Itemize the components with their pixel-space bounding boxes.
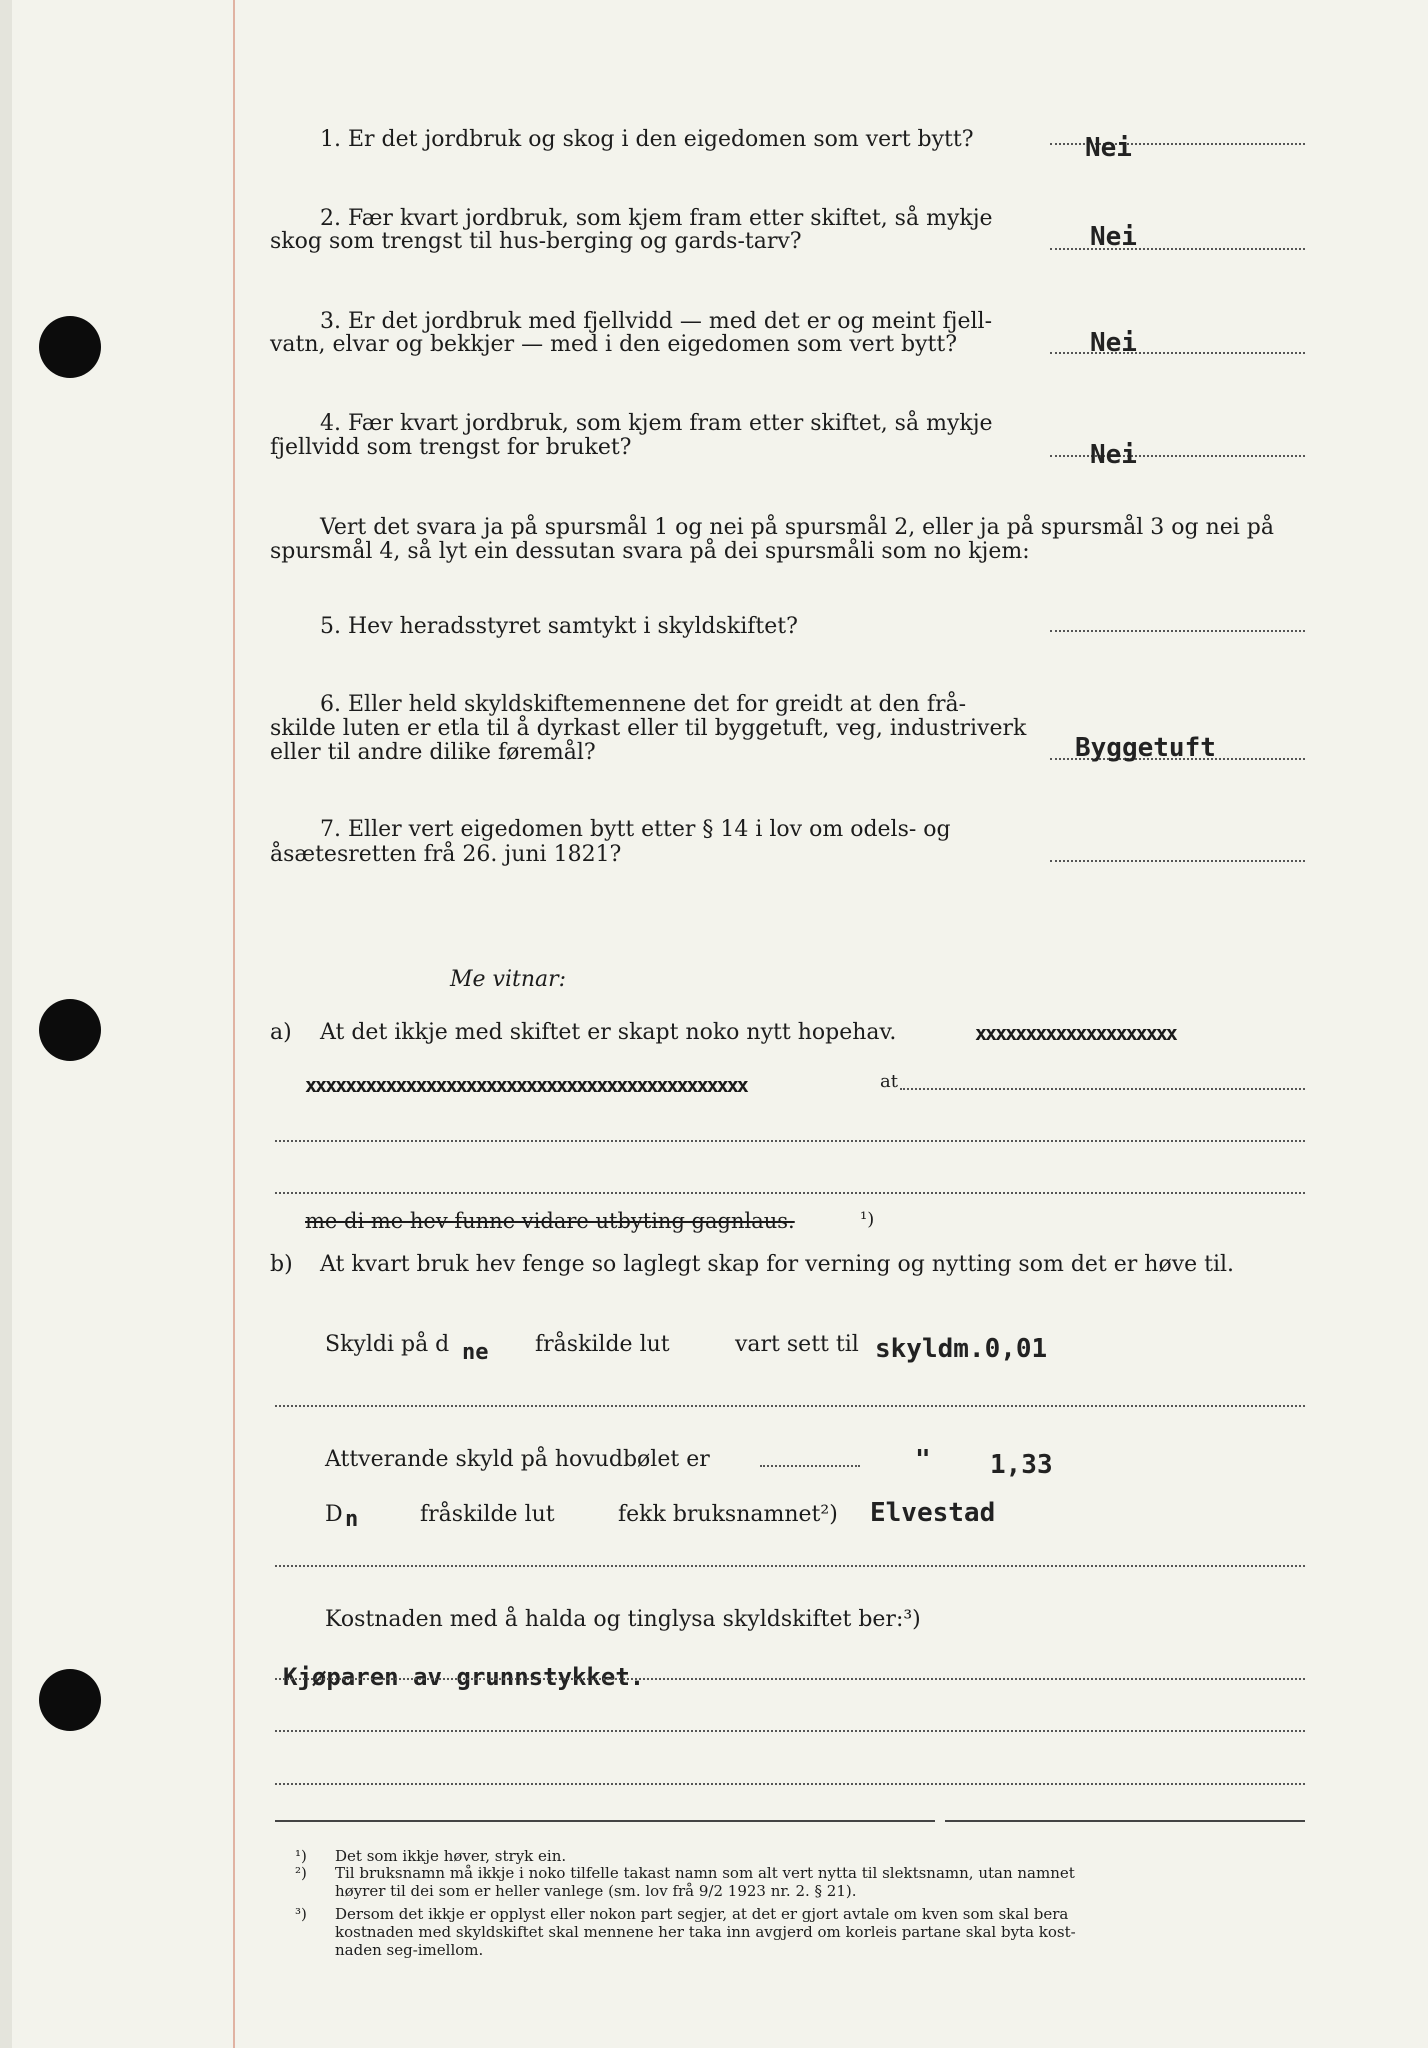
cost-label: Kostnaden med å halda og tinglysa skyldskiftet ber:³)	[325, 1607, 921, 1632]
footnote-3-line-3: naden seg-imellom.	[335, 1941, 484, 1959]
bruksnamn-value: Elvestad	[870, 1498, 996, 1528]
question-1-text: 1. Er det jordbruk og skog i den eigedomen som vert bytt?	[320, 127, 974, 152]
witness-a-footnote-ref: ¹)	[860, 1209, 875, 1230]
intro-line-1: Vert det svara ja på spursmål 1 og nei på spursmål 2, eller ja på spursmål 3 og nei på	[320, 515, 1275, 540]
bruksnamn-mid: fråskilde lut	[420, 1502, 555, 1527]
question-6-line-3: eller til andre dilike føremål?	[270, 740, 596, 765]
question-6-line-1: 6. Eller held skyldskiftemennene det for greidt at den frå-	[320, 692, 967, 717]
skyld-fill-ne: ne	[462, 1340, 489, 1365]
footnote-2-mark: ²)	[295, 1864, 307, 1882]
answer-4: Nei	[1090, 440, 1137, 470]
strikethrough-text-1: xxxxxxxxxxxxxxxxxxxx	[975, 1021, 1176, 1045]
question-3-line-1: 3. Er det jordbruk med fjellvidd — med det er og meint fjell-	[320, 309, 993, 334]
footnote-rule-left	[275, 1820, 935, 1822]
bruksnamn-fill: n	[345, 1507, 359, 1532]
witness-line-3	[275, 1192, 1305, 1194]
intro-line-2: spursmål 4, så lyt ein dessutan svara på dei spursmåli som no kjem:	[270, 539, 1030, 564]
answer-3: Nei	[1090, 328, 1137, 358]
margin-rule	[233, 0, 235, 2048]
question-4-line-2: fjellvidd som trengst for bruket?	[270, 435, 632, 460]
cost-line-3	[275, 1783, 1305, 1785]
answer-line-5	[1050, 630, 1305, 632]
cost-line-1	[275, 1678, 1305, 1680]
bruksnamn-prefix: D	[325, 1502, 343, 1527]
witness-line-1	[900, 1088, 1305, 1090]
witness-b-label: b)	[270, 1252, 293, 1277]
witness-heading: Me vitnar:	[450, 967, 567, 992]
answer-line-3	[1050, 352, 1305, 354]
attverande-label: Attverande skyld på hovudbølet er	[325, 1447, 710, 1472]
answer-line-4	[1050, 455, 1305, 457]
attverande-value: 1,33	[990, 1450, 1053, 1480]
answer-2: Nei	[1090, 222, 1137, 252]
witness-a-label: a)	[270, 1020, 292, 1045]
answer-1: Nei	[1085, 133, 1132, 163]
question-2-line-2: skog som trengst til hus-berging og gards-tarv?	[270, 229, 802, 254]
footnote-2-line-2: høyrer til dei som er heller vanlege (sm. lov frå 9/2 1923 nr. 2. § 21).	[335, 1882, 857, 1900]
bruksnamn-line	[275, 1565, 1305, 1567]
footnote-1: Det som ikkje høver, stryk ein.	[335, 1847, 567, 1865]
skyld-prefix: Skyldi på d	[325, 1332, 450, 1357]
witness-a-text: At det ikkje med skiftet er skapt noko nytt hopehav.	[320, 1020, 897, 1045]
skyld-mid: fråskilde lut	[535, 1332, 670, 1357]
question-2-line-1: 2. Fær kvart jordbruk, som kjem fram etter skiftet, så mykje	[320, 206, 993, 231]
answer-line-2	[1050, 248, 1305, 250]
question-6-line-2: skilde luten er etla til å dyrkast eller til byggetuft, veg, industriverk	[270, 716, 1027, 741]
skyld-mid-2: vart sett til	[735, 1332, 859, 1357]
witness-b-text: At kvart bruk hev fenge so laglegt skap for verning og nytting som det er høve til.	[320, 1252, 1235, 1277]
page-left-edge	[0, 0, 12, 2048]
punch-hole-top	[39, 316, 101, 378]
footnote-3-mark: ³)	[295, 1905, 307, 1923]
cost-line-2	[275, 1730, 1305, 1732]
bruksnamn-label: fekk bruksnamnet²)	[618, 1502, 838, 1527]
footnote-1-mark: ¹)	[295, 1847, 307, 1865]
answer-6: Byggetuft	[1075, 733, 1216, 763]
footnote-3-line-2: kostnaden med skyldskiftet skal mennene her taka inn avgjerd om korleis partane skal byta kost-	[335, 1923, 1076, 1941]
witness-a-at: at	[880, 1071, 898, 1092]
punch-hole-middle	[39, 999, 101, 1061]
attverande-mark: "	[915, 1445, 931, 1475]
answer-line-7	[1050, 860, 1305, 862]
punch-hole-bottom	[39, 1669, 101, 1731]
footnote-2-line-1: Til bruksnamn må ikkje i noko tilfelle takast namn som alt vert nytta til slektsnamn, utan namnet	[335, 1864, 1075, 1882]
cost-answer: Kjøparen av grunnstykket.	[283, 1663, 645, 1691]
question-4-line-1: 4. Fær kvart jordbruk, som kjem fram etter skiftet, så mykje	[320, 411, 993, 436]
question-7-line-1: 7. Eller vert eigedomen bytt etter § 14 i lov om odels- og	[320, 817, 951, 842]
footnote-3-line-1: Dersom det ikkje er opplyst eller nokon part segjer, at det er gjort avtale om kven som skal bera	[335, 1905, 1069, 1923]
strikethrough-text-2: xxxxxxxxxxxxxxxxxxxxxxxxxxxxxxxxxxxxxxxxxxxx	[305, 1073, 747, 1097]
question-7-line-2: åsætesretten frå 26. juni 1821?	[270, 842, 622, 867]
question-5-text: 5. Hev heradsstyret samtykt i skyldskiftet?	[320, 614, 798, 639]
footnote-rule-right	[945, 1820, 1305, 1822]
skyld-value: skyldm.0,01	[875, 1334, 1048, 1364]
attverande-line	[760, 1465, 860, 1467]
skyld-line	[275, 1405, 1305, 1407]
question-3-line-2: vatn, elvar og bekkjer — med i den eigedomen som vert bytt?	[270, 332, 958, 357]
witness-line-2	[275, 1140, 1305, 1142]
strikethrough-text-3: me di me hev funne vidare utbyting gagnlaus.	[305, 1209, 795, 1233]
